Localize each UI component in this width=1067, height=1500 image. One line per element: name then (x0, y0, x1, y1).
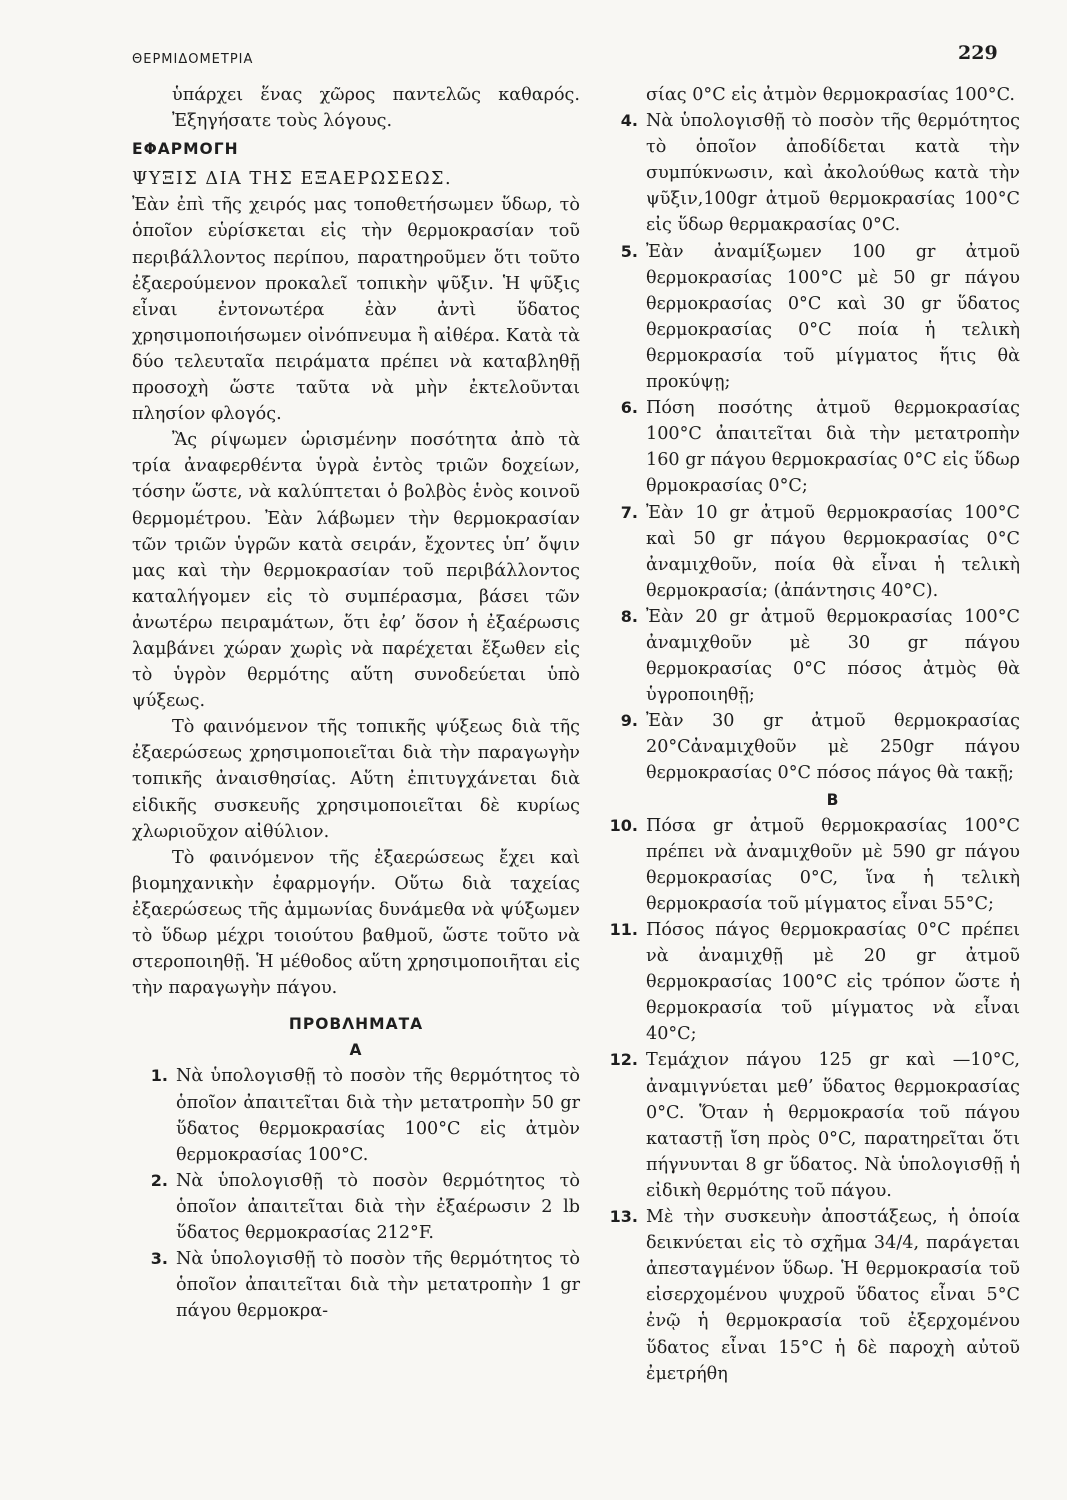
problem-text: Νὰ ὑπολογισθῇ τὸ ποσὸν τῆς θερμότητος τὸ ὁποῖον ἀπαιτεῖται διὰ τὴν μετατροπὴν 1 gr πάγου θερμοκρα- (176, 1249, 580, 1322)
paragraph-4: Τὸ φαινόμενον τῆς ἐξαερώσεως ἔχει καὶ βιομηχανικὴν ἐφαρμογήν. Οὕτω διὰ ταχείας ἐξαερώσεως τῆς ἀμμωνίας δυνάμεθα νὰ ψύξωμεν τὸ ὕδωρ μέχρι τοιούτου βαθμοῦ, ὥστε τοῦτο νὰ στεροποιηθῇ. Ἡ μέθοδος αὕτη χρησιμοποιῆται εἰς τὴν παραγωγὴν πάγου. (132, 847, 580, 999)
problem-text: Πόσα gr ἀτμοῦ θερμοκρασίας 100°C πρέπει νὰ ἀναμιχθοῦν μὲ 590 gr πάγου θερμοκρασίας 0°C, ἵνα ἡ τελικὴ θερμοκρασία τοῦ μίγματος εἶναι 55°C; (646, 815, 1020, 914)
problem-text: Ἐὰν 30 gr ἀτμοῦ θερμοκρασίας 20°Cἀναμιχθοῦν μὲ 250gr πάγου θερμοκρασίας 0°C πόσος πάγος θὰ τακῇ; (646, 711, 1020, 784)
paragraph-2: Ἂς ρίψωμεν ὡρισμένην ποσότητα ἀπὸ τὰ τρία ἀναφερθέντα ὑγρὰ ἐντὸς τριῶν δοχείων, τόσην ὥστε, νὰ καλύπτεται ὁ βολβὸς ἑνὸς κοινοῦ θερμομέτρου. Ἐὰν λάβωμεν τὴν θερμοκρασίαν τῶν τριῶν ὑγρῶν κατὰ σειράν, ἔχοντες ὑπ’ ὄψιν μας καὶ τὴν θερμοκρασίαν τοῦ περιβάλλοντος καταλήγομεν εἰς τὸ συμπέρασμα, βάσει τῶν ἀνωτέρω πειραμάτων, ὅτι ἐφ’ ὅσον ἡ ἐξαέρωσις λαμβάνει χώραν χωρὶς νὰ παρέχεται ἔξωθεν εἰς τὸ ὑγρὸν θερμότης αὕτη συνοδεύεται ὑπὸ ψύξεως. (132, 430, 580, 712)
problem-text: Πόση ποσότης ἀτμοῦ θερμοκρασίας 100°C ἀπαιτεῖται διὰ τὴν μετατροπὴν 160 gr πάγου θερμοκρασίας 0°C εἰς ὕδωρ θρμοκρασίας 0°C; (646, 398, 1020, 497)
problem-text: Ἐὰν ἀναμίξωμεν 100 gr ἀτμοῦ θερμοκρασίας 100°C μὲ 50 gr πάγου θερμοκρασίας 0°C καὶ 30 gr ὕδατος θερμοκρασίας 0°C ποία ἡ τελικὴ θερμοκρασία τοῦ μίγματος ἥτις θὰ προκύψῃ; (646, 241, 1020, 393)
problem-item (132, 1168, 580, 1246)
page-number: 229 (958, 42, 998, 64)
problem-item (596, 108, 1020, 238)
problem-text: Νὰ ὑπολογισθῇ τὸ ποσὸν τῆς θερμότητος τὸ ὁποῖον ἀποδίδεται κατὰ τὴν συμπύκνωσιν, καὶ ἀκολούθως κατὰ τὴν ψῦξιν,100gr ἀτμοῦ θερμοκρασίας 100°C εἰς ὕδωρ θερμακρασίας 0°C. (646, 111, 1020, 236)
problem-text: Νὰ ὑπολογισθῇ τὸ ποσὸν θερμότητος τὸ ὁποῖον ἀπαιτεῖται διὰ τὴν ἐξαέρωσιν 2 lb ὕδατος θερμοκρασίας 212°F. (176, 1170, 580, 1244)
problem-text: Νὰ ὑπολογισθῇ τὸ ποσὸν τῆς θερμότητος τὸ ὁποῖον ἀπαιτεῖται διὰ τὴν μετατροπὴν 50 gr ὕδατος θερμοκρασίας 100°C εἰς ἀτμὸν θερμοκρασίας 100°C. (176, 1066, 580, 1165)
problem-number: 10. (609, 815, 638, 835)
subheading: ΨΥΞΙΣ ΔΙΑ ΤΗΣ ΕΞΑΕΡΩΣΕΩΣ. (132, 169, 453, 190)
problem-item (132, 1063, 580, 1167)
problem-text: Τεμάχιον πάγου 125 gr καὶ —10°C, ἀναμιγνύεται μεθ’ ὕδατος θερμοκρασίας 0°C. Ὅταν ἡ θερμοκρασία τοῦ πάγου καταστῇ ἴση πρὸς 0°C, παρατηρεῖται ὅτι πήγνυνται 8 gr ὕδατος. Νὰ ὑπολογισθῇ ἡ εἰδικὴ θερμότης τοῦ πάγου. (646, 1050, 1020, 1201)
problem-number: 1. (150, 1066, 168, 1086)
section-heading: ΕΦΑΡΜΟΓΗ (132, 140, 239, 159)
problem-item (132, 1246, 580, 1324)
right-column (596, 82, 1020, 1387)
problem-number: 5. (620, 241, 638, 261)
problem-text: Ἐὰν 20 gr ἀτμοῦ θερμοκρασίας 100°C ἀναμιχθοῦν μὲ 30 gr πάγου θερμοκρασίας 0°C πόσος ἀτμὸς θὰ ὑγροποιηθῇ; (646, 606, 1020, 706)
problem-item (596, 395, 1020, 499)
running-head: ΘΕΡΜΙΔΟΜΕΤΡΙΑ (132, 52, 254, 67)
problem-item (596, 239, 1020, 396)
problem-text: Μὲ τὴν συσκευὴν ἀποστάξεως, ἡ ὁποία δεικνύεται εἰς τὸ σχῆμα 34/4, παράγεται ἀπεσταγμένον ὕδωρ. Ἡ θερμοκρασία τοῦ εἰσερχομένου ψυχροῦ ὕδατος εἶναι 5°C ἐνῷ ἡ θερμοκρασία τοῦ ἐξερχομένου ὕδατος εἶναι 15°C ἡ δὲ παροχὴ αὐτοῦ ἐμετρήθη (646, 1207, 1020, 1384)
problem-number: 7. (620, 502, 638, 522)
problem-item (596, 1204, 1020, 1387)
paragraph-1: Ἐὰν ἐπὶ τῆς χειρός μας τοποθετήσωμεν ὕδωρ, τὸ ὁποῖον εὑρίσκεται εἰς τὴν θερμοκρασίαν τοῦ περιβάλλοντος περίπου, παρατηροῦμεν ὅτι τοῦτο ἐξαερούμενον προκαλεῖ τοπικὴν ψῦξιν. Ἡ ψῦξις εἶναι ἐντονωτέρα ἐὰν ἀντὶ ὕδατος χρησιμοποιήσωμεν οἰνόπνευμα ἢ αἰθέρα. Κατὰ τὰ δύο τελευταῖα πειράματα πρέπει νὰ καταβληθῇ προσοχὴ ὥστε ταῦτα νὰ μὴν ἐκτελοῦνται πλησίον φλογός. (132, 195, 580, 425)
problem-number: 8. (620, 606, 638, 626)
problem-number: 3. (150, 1249, 168, 1269)
problems-heading: ΠΡΟΒΛΗΜΑΤΑ (288, 1015, 424, 1034)
problem-text: Ἐὰν 10 gr ἀτμοῦ θερμοκρασίας 100°C καὶ 50 gr πάγου θερμοκρασίας 0°C ἀναμιχθοῦν, ποία θὰ εἶναι ἡ τελικὴ θερμοκρασία; (ἀπάντησις 40°C). (646, 502, 1020, 601)
problem-number: 9. (620, 711, 638, 731)
problem-number: 4. (620, 111, 638, 131)
problem-number: 11. (609, 920, 638, 939)
group-a-label: Α (349, 1041, 363, 1060)
problem-item (596, 917, 1020, 1047)
continuation-text: σίας 0°C εἰς ἀτμὸν θερμοκρασίας 100°C. (646, 85, 1016, 105)
problem-item (596, 708, 1020, 786)
problem-item (596, 813, 1020, 917)
problem-text: Πόσος πάγος θερμοκρασίας 0°C πρέπει νὰ ἀναμιχθῇ μὲ 20 gr ἀτμοῦ θερμοκρασίας 100°C εἰς τρόπον ὥστε ἡ θερμοκρασία τοῦ μίγματος νὰ εἶναι 40°C; (646, 920, 1020, 1045)
problem-number: 2. (150, 1170, 168, 1190)
problem-item (596, 500, 1020, 604)
group-b-label: Β (826, 790, 840, 809)
left-column (132, 82, 580, 1324)
paragraph-3: Τὸ φαινόμενον τῆς τοπικῆς ψύξεως διὰ τῆς ἐξαερώσεως χρησιμοποιεῖται διὰ τὴν παραγωγὴν τοπικῆς ἀναισθησίας. Αὕτη ἐπιτυγχάνεται διὰ εἰδικῆς συσκευῆς χρησιμοποιεῖται δὲ κυρίως χλωριοῦχον αἰθύλιον. (132, 717, 580, 842)
intro-text: ὑπάρχει ἕνας χῶρος παντελῶς καθαρός. Ἐξηγήσατε τοὺς λόγους. (172, 85, 580, 132)
problem-number: 13. (609, 1207, 638, 1227)
problem-item (596, 604, 1020, 708)
problem-item (596, 1047, 1020, 1204)
problem-number: 12. (609, 1050, 638, 1070)
problem-number: 6. (620, 398, 638, 418)
